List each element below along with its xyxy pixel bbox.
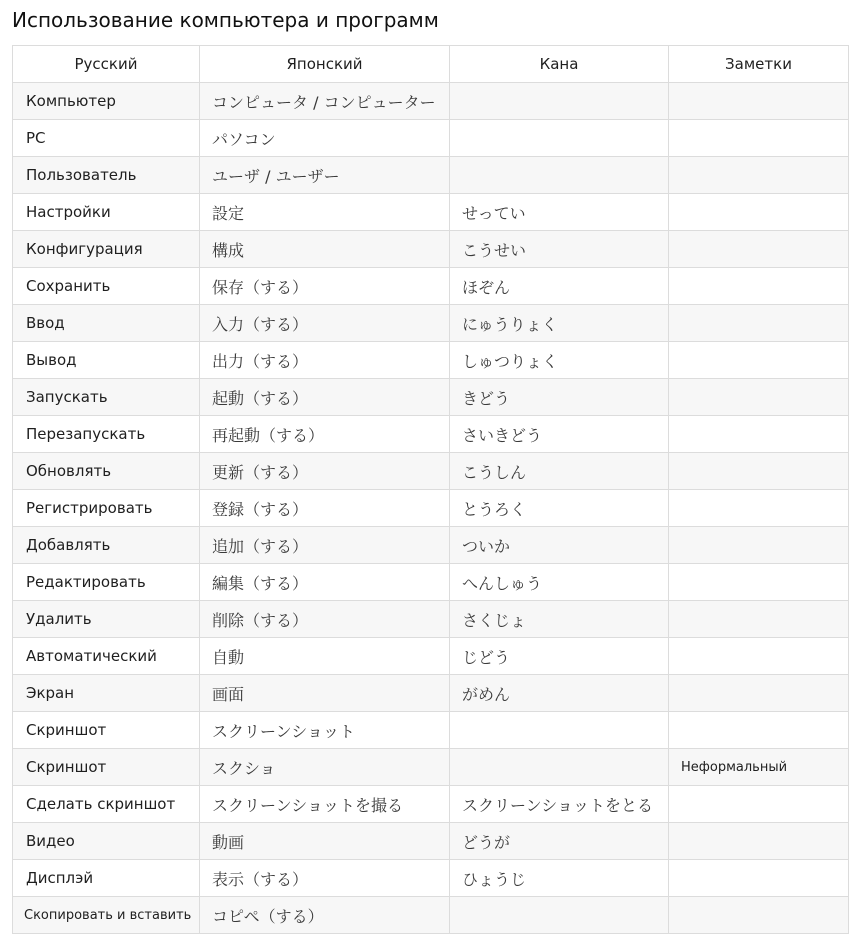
table-row (13, 897, 849, 934)
cell-notes: Неформальный (669, 749, 849, 786)
cell-japanese: 登録（する） (200, 490, 450, 527)
table-row (13, 527, 849, 564)
cell-kana (450, 897, 669, 934)
cell-notes (669, 194, 849, 231)
cell-notes (669, 268, 849, 305)
cell-japanese: スクリーンショット (200, 712, 450, 749)
table-row (13, 638, 849, 675)
cell-notes (669, 786, 849, 823)
table-row (13, 231, 849, 268)
cell-notes (669, 675, 849, 712)
cell-kana: どうが (450, 823, 669, 860)
cell-russian: Сохранить (13, 268, 200, 305)
cell-japanese: 削除（する） (200, 601, 450, 638)
table-row (13, 342, 849, 379)
cell-kana: こうせい (450, 231, 669, 268)
cell-japanese: 編集（する） (200, 564, 450, 601)
cell-kana: ほぞん (450, 268, 669, 305)
cell-kana (450, 157, 669, 194)
table-row (13, 860, 849, 897)
cell-russian: Удалить (13, 601, 200, 638)
cell-kana: しゅつりょく (450, 342, 669, 379)
cell-kana (450, 749, 669, 786)
cell-japanese: 構成 (200, 231, 450, 268)
cell-russian: Ввод (13, 305, 200, 342)
cell-russian: Вывод (13, 342, 200, 379)
cell-japanese: 表示（する） (200, 860, 450, 897)
table-row (13, 564, 849, 601)
cell-russian: Конфигурация (13, 231, 200, 268)
cell-kana: じどう (450, 638, 669, 675)
cell-japanese: 更新（する） (200, 453, 450, 490)
cell-kana (450, 83, 669, 120)
cell-kana: とうろく (450, 490, 669, 527)
cell-russian: Перезапускать (13, 416, 200, 453)
cell-notes (669, 416, 849, 453)
table-row (13, 305, 849, 342)
cell-japanese: スクショ (200, 749, 450, 786)
cell-notes (669, 453, 849, 490)
cell-russian: Скопировать и вставить (13, 897, 200, 934)
header-notes: Заметки (669, 46, 849, 83)
cell-japanese: コンピュータ / コンピューター (200, 83, 450, 120)
cell-japanese: スクリーンショットを撮る (200, 786, 450, 823)
cell-kana: ついか (450, 527, 669, 564)
cell-russian: PC (13, 120, 200, 157)
table-row (13, 379, 849, 416)
cell-russian: Скриншот (13, 749, 200, 786)
table-row (13, 453, 849, 490)
cell-russian: Экран (13, 675, 200, 712)
table-row (13, 268, 849, 305)
cell-kana: さいきどう (450, 416, 669, 453)
cell-notes (669, 342, 849, 379)
cell-russian: Запускать (13, 379, 200, 416)
cell-kana: せってい (450, 194, 669, 231)
table-row (13, 157, 849, 194)
cell-kana: スクリーンショットをとる (450, 786, 669, 823)
cell-japanese: コピペ（する） (200, 897, 450, 934)
table-row (13, 83, 849, 120)
cell-russian: Видео (13, 823, 200, 860)
header-japanese: Японский (200, 46, 450, 83)
cell-notes (669, 860, 849, 897)
cell-japanese: 再起動（する） (200, 416, 450, 453)
cell-japanese: 追加（する） (200, 527, 450, 564)
cell-notes (669, 564, 849, 601)
cell-kana: へんしゅう (450, 564, 669, 601)
table-row (13, 194, 849, 231)
cell-notes (669, 712, 849, 749)
table-row (13, 712, 849, 749)
cell-kana: こうしん (450, 453, 669, 490)
table-row (13, 601, 849, 638)
cell-russian: Автоматический (13, 638, 200, 675)
cell-notes (669, 305, 849, 342)
cell-notes (669, 157, 849, 194)
table-row (13, 823, 849, 860)
table-row (13, 675, 849, 712)
cell-japanese: 画面 (200, 675, 450, 712)
cell-japanese: 自動 (200, 638, 450, 675)
cell-russian: Пользователь (13, 157, 200, 194)
header-kana: Кана (450, 46, 669, 83)
cell-japanese: ユーザ / ユーザー (200, 157, 450, 194)
cell-russian: Дисплэй (13, 860, 200, 897)
cell-japanese: 設定 (200, 194, 450, 231)
cell-japanese: 動画 (200, 823, 450, 860)
table-row (13, 786, 849, 823)
cell-russian: Редактировать (13, 564, 200, 601)
table-row (13, 416, 849, 453)
cell-russian: Сделать скриншот (13, 786, 200, 823)
cell-russian: Компьютер (13, 83, 200, 120)
cell-russian: Настройки (13, 194, 200, 231)
cell-kana (450, 120, 669, 157)
cell-japanese: 出力（する） (200, 342, 450, 379)
cell-notes (669, 83, 849, 120)
table-row (13, 490, 849, 527)
table-row (13, 749, 849, 786)
cell-japanese: 起動（する） (200, 379, 450, 416)
cell-kana: さくじょ (450, 601, 669, 638)
vocabulary-table (12, 45, 849, 934)
cell-russian: Скриншот (13, 712, 200, 749)
cell-kana: にゅうりょく (450, 305, 669, 342)
header-row (13, 46, 849, 83)
cell-russian: Регистрировать (13, 490, 200, 527)
cell-japanese: 入力（する） (200, 305, 450, 342)
cell-japanese: パソコン (200, 120, 450, 157)
cell-kana: がめん (450, 675, 669, 712)
table-row (13, 120, 849, 157)
cell-notes (669, 601, 849, 638)
header-russian: Русский (13, 46, 200, 83)
cell-notes (669, 231, 849, 268)
page-title: Использование компьютера и программ (12, 8, 439, 32)
table-body (13, 83, 849, 934)
cell-russian: Обновлять (13, 453, 200, 490)
cell-kana: ひょうじ (450, 860, 669, 897)
cell-japanese: 保存（する） (200, 268, 450, 305)
cell-russian: Добавлять (13, 527, 200, 564)
cell-notes (669, 490, 849, 527)
cell-notes (669, 527, 849, 564)
cell-notes (669, 897, 849, 934)
cell-notes (669, 379, 849, 416)
cell-notes (669, 638, 849, 675)
cell-kana: きどう (450, 379, 669, 416)
cell-kana (450, 712, 669, 749)
cell-notes (669, 120, 849, 157)
cell-notes (669, 823, 849, 860)
